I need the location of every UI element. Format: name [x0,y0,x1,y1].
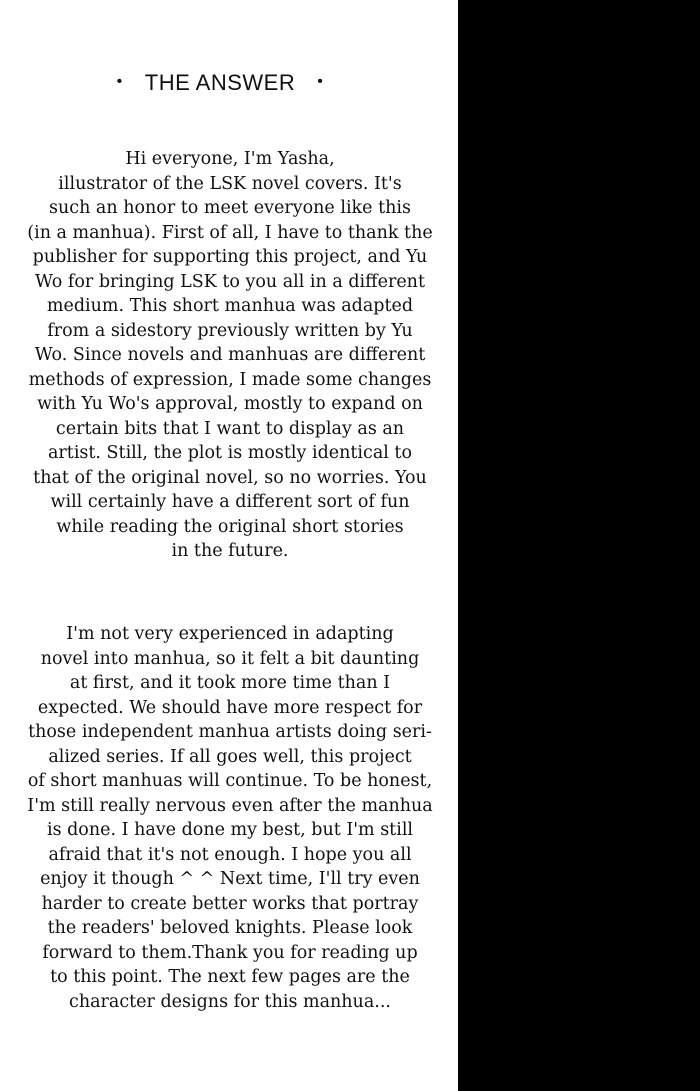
black-side-panel [458,0,700,1091]
paragraph-line: methods of expression, I made some changes [28,369,432,390]
paragraph-line: in the future. [171,541,289,561]
paragraph-line: such an honor to meet everyone like this [49,198,411,218]
page-title [0,70,440,96]
paragraph-line: that of the original novel, so no worries. You [33,467,427,488]
paragraph-line: medium. This short manhua was adapted [46,296,414,316]
paragraph-line: enjoy it though ^ ^ Next time, I'll try even [40,869,420,889]
paragraph-line: from a sidestory previously written by Yu [47,320,413,341]
title-bullet-right: • [317,73,324,91]
paragraph-line: of short manhuas will continue. To be honest, [27,771,433,791]
paragraph-line: is done. I have done my best, but I'm still [46,820,414,840]
paragraph-line: expected. We should have more respect for [37,697,423,718]
paragraph-line: the readers' beloved knights. Please look [47,918,413,938]
paragraph-line: illustrator of the LSK novel covers. It's [58,173,402,194]
paragraph-line: certain bits that I want to display as an [55,418,405,439]
paragraph-line: novel into manhua, so it felt a bit daunting [40,648,420,669]
paragraph-line: Wo. Since novels and manhuas are different [34,345,426,365]
paragraph-line: (in a manhua). First of all, I have to thank the [27,222,433,243]
paragraph-line: Hi everyone, I'm Yasha, [125,149,335,169]
paragraph-line: harder to create better works that portray [41,893,419,914]
paragraph-line: those independent manhua artists doing seri- [28,722,432,742]
title-bullet-left: • [116,73,123,91]
paragraph-line: character designs for this manhua... [69,991,391,1012]
title-text: THE ANSWER [144,70,296,95]
paragraph-line: alized series. If all goes well, this project [48,746,412,767]
paragraph-line: will certainly have a different sort of fun [50,492,410,512]
paragraph-line: publisher for supporting this project, and Yu [32,247,428,267]
paragraph-line: forward to them.Thank you for reading up [42,942,418,963]
paragraph-line: afraid that it's not enough. I hope you all [48,844,412,865]
paragraph-intro [0,147,460,564]
paragraph-line: while reading the original short stories [56,516,404,537]
paragraph-closing [0,622,460,1014]
paragraph-line: I'm still really nervous even after the manhua [27,795,433,816]
paragraph-line: with Yu Wo's approval, mostly to expand on [37,394,423,414]
paragraph-line: to this point. The next few pages are the [50,967,410,987]
paragraph-line: artist. Still, the plot is mostly identical to [47,443,412,463]
paragraph-line: I'm not very experienced in adapting [66,624,394,644]
paragraph-line: at first, and it took more time than I [69,673,391,693]
paragraph-line: Wo for bringing LSK to you all in a different [35,271,425,292]
